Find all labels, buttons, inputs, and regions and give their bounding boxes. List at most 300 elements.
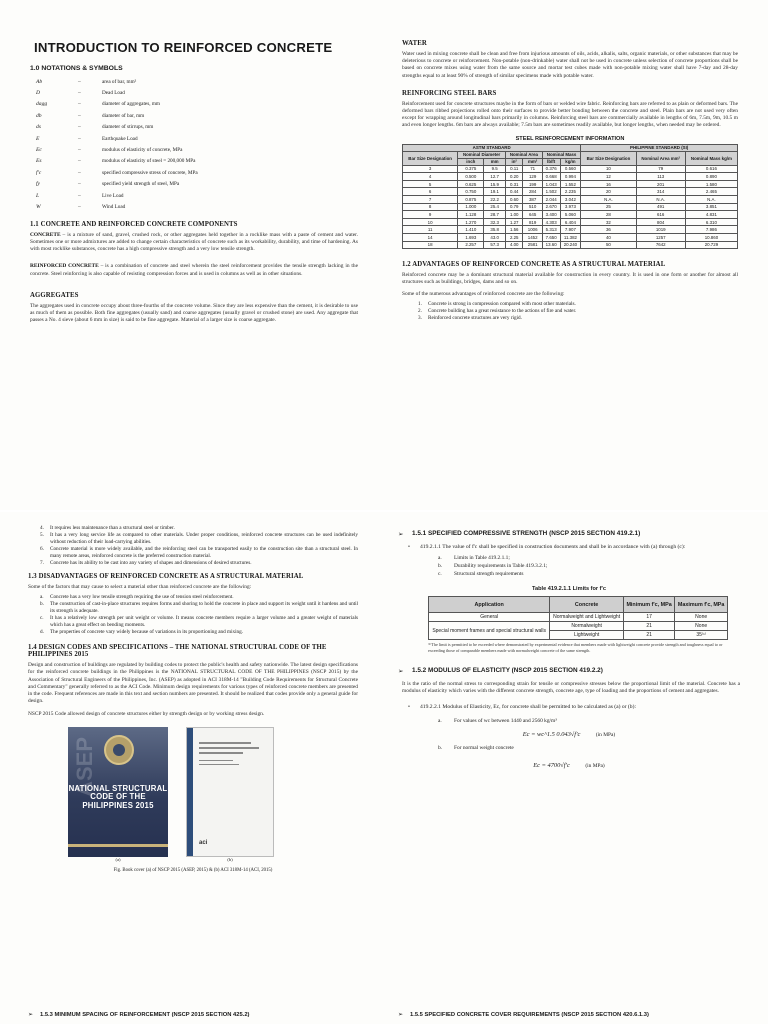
list-marker: 4.: [40, 525, 44, 531]
table-row: [403, 173, 738, 181]
water-heading: WATER: [402, 40, 427, 47]
notation-symbol: dagg: [36, 101, 48, 108]
advantages-text-1: Reinforced concrete may be a dominant structural material available for construction in every country. It is used in one form or another for almost all structures such as buildings, bridges, dams and so on.: [402, 272, 738, 286]
limits-header: Concrete: [550, 597, 624, 613]
table-cell: 6: [403, 188, 458, 196]
table-cell: 18: [403, 241, 458, 249]
notation-dash: –: [78, 203, 81, 210]
table-cell: 40: [581, 233, 636, 241]
table-cell: 199: [523, 180, 542, 188]
section-1-5-1-title: 1.5.1 SPECIFIED COMPRESSIVE STRENGTH (NSCP 2015 SECTION 419.2.1): [412, 530, 641, 537]
table-row: [403, 211, 738, 219]
table-row: [403, 233, 738, 241]
sub-item: [438, 570, 740, 578]
table-cell: 25.4: [484, 203, 506, 211]
figure-caption: Fig. Book cover (a) of NSCP 2015 (ASEP, 2015) & (b) ACI 318M-14 (ACI, 2015): [113, 867, 273, 873]
limits-header: Minimum f'c, MPa: [623, 597, 674, 613]
steel-heading: REINFORCING STEEL BARS: [402, 89, 497, 97]
table-cell: 0.60: [505, 196, 522, 204]
limits-table: [428, 596, 728, 640]
table-cell: 11.382: [560, 233, 581, 241]
list-item-text: Concrete has a very low tensile strength requiring the use of tension steel reinforcement.: [50, 594, 234, 601]
table-cell: 0.375: [458, 165, 484, 173]
aci-subtitle-line: [199, 760, 233, 761]
table-cell: 3.851: [685, 203, 737, 211]
table-cell: 50: [581, 241, 636, 249]
notation-definition: Wind Load: [102, 203, 126, 210]
table-row: [403, 226, 738, 234]
table-cell: 20.240: [560, 241, 581, 249]
notation-dash: –: [78, 101, 81, 108]
table-cell: 2.670: [542, 203, 560, 211]
list-marker: c.: [40, 615, 44, 622]
sub-item-marker: a.: [438, 718, 442, 725]
arrow-bullet-icon: ➢: [398, 668, 404, 676]
aci-title-line: [199, 752, 243, 754]
table-cell: 35.8: [484, 226, 506, 234]
table-cell: Lightweight: [550, 631, 624, 640]
table-cell: 1.552: [560, 180, 581, 188]
table-cell: 1.000: [458, 203, 484, 211]
unit-header: lb/ft: [542, 158, 560, 165]
table-cell: 0.31: [505, 180, 522, 188]
table-cell: 1257: [636, 233, 685, 241]
section-1-5-2-title: 1.5.2 MODULUS OF ELASTICITY (NSCP 2015 SECTION 419.2.2): [412, 667, 603, 675]
table-cell: 3.042: [560, 196, 581, 204]
table-cell: 3.400: [542, 211, 560, 219]
fig-a-label: (a): [115, 856, 121, 862]
table-cell: 4.00: [505, 241, 522, 249]
sub-item-b-text: For normal weight concrete: [454, 745, 514, 752]
sub-item-text: Structural strength requirements: [454, 571, 524, 578]
table-cell: 1.128: [458, 211, 484, 219]
aci-logo: aci: [199, 839, 208, 846]
table-cell: 314: [636, 188, 685, 196]
table-cell: 7.907: [560, 226, 581, 234]
table-cell: 2.257: [458, 241, 484, 249]
table-row: [403, 218, 738, 226]
fig-b-label: (b): [227, 856, 233, 862]
unit-header: mm²: [523, 158, 542, 165]
asep-seal-icon: [104, 735, 134, 765]
sub-item-text: Durability requirements in Table 419.3.2.1;: [454, 563, 548, 570]
table-cell: 491: [636, 203, 685, 211]
sub-item-marker: a.: [438, 555, 442, 562]
figure-labels: [68, 857, 358, 862]
table-cell: 0.625: [458, 180, 484, 188]
table-cell: 3: [403, 165, 458, 173]
notation-symbol: D: [36, 90, 41, 97]
notation-symbol: L: [36, 192, 40, 199]
bullet-dot-icon: •: [408, 544, 410, 550]
table-cell: 79: [636, 165, 685, 173]
modulus-text: It is the ratio of the normal stress to corresponding strain for tensile or compressive stresses below the proportional limit of the material. Concrete has a modulus of elasticity which varies with the different concrete strength, concrete age, type of loading and the proportions of cement and aggregates.: [402, 681, 740, 695]
notation-row: [30, 179, 358, 190]
notation-row: [30, 201, 358, 212]
table-row: [429, 622, 728, 631]
notation-definition: modulus of elasticity of concrete, MPa: [102, 147, 183, 154]
table-cell: 1019: [636, 226, 685, 234]
disadvantages-list: [34, 594, 358, 636]
table-cell: 0.616: [685, 165, 737, 173]
limits-header: Maximum f'c, MPa: [675, 597, 728, 613]
limits-header: Application: [429, 597, 550, 613]
col-ph-area: Nominal Area mm²: [636, 151, 685, 165]
table-cell: 22.2: [484, 196, 506, 204]
list-marker: 5.: [40, 532, 44, 538]
formula-a: [398, 731, 740, 738]
table-cell: 1006: [523, 226, 542, 234]
steel-table-title: STEEL REINFORCEMENT INFORMATION: [515, 135, 625, 142]
list-marker: d.: [40, 629, 44, 636]
aggregates-heading: AGGREGATES: [30, 291, 79, 299]
formula-b-expression: Ec = 4700√f'c: [533, 762, 570, 770]
codes-heading: 1.4 DESIGN CODES AND SPECIFICATIONS – THE NATIONAL STRUCTURAL CODE OF THE PHILIPPINES 2015: [28, 644, 327, 659]
unit-header: mm: [484, 158, 506, 165]
notation-row: [30, 156, 358, 167]
table-cell: 15.9: [484, 180, 506, 188]
notation-definition: Live Load: [102, 192, 124, 199]
list-item: [412, 301, 738, 308]
list-marker: a.: [40, 594, 44, 601]
notation-row: [30, 190, 358, 201]
table-cell: 7: [403, 196, 458, 204]
notation-symbol: fy: [36, 181, 41, 188]
table-row: [403, 203, 738, 211]
list-item: [412, 315, 738, 322]
sub-item-a: [438, 717, 740, 725]
table-cell: 10: [581, 165, 636, 173]
list-item: [34, 615, 358, 629]
col-ph-mass: Nominal Mass kg/m: [685, 151, 737, 165]
steel-reinforcement-table: [402, 144, 738, 250]
concrete-term: CONCRETE: [30, 231, 61, 238]
col-ph-bar-size: Bar Size Designation: [581, 151, 636, 165]
codes-text-2: NSCP 2015 Code allowed design of concrete structures either by strength design or by working stress design.: [28, 711, 265, 718]
notation-row: [30, 99, 358, 110]
table-cell: 25: [581, 203, 636, 211]
table-cell: 17: [623, 613, 674, 622]
notation-dash: –: [78, 124, 81, 131]
nscp-book-cover-image: [68, 727, 168, 857]
table-cell: 1.043: [542, 180, 560, 188]
notation-list: [30, 76, 358, 213]
cover-stripe: [68, 844, 168, 847]
table-cell: 12: [581, 173, 636, 181]
list-item-text: It requires less maintenance than a structural steel or timber.: [50, 525, 175, 531]
book-cover-figures: [68, 727, 358, 857]
table-cell: 129: [523, 173, 542, 181]
clause-419-2-2-1-text: 419.2.2.1 Modulus of Elasticity, Ec, for concrete shall be permitted to be calculated as (a) or (b):: [420, 703, 637, 710]
aci-title-line: [199, 747, 259, 749]
sub-item-text: Limits in Table 419.2.1.1;: [454, 555, 510, 562]
table-cell: 0.668: [542, 173, 560, 181]
table-cell: 645: [523, 211, 542, 219]
clause-419-2-1-1: [408, 544, 740, 551]
table-cell: 20.729: [685, 241, 737, 249]
table-cell: 20: [581, 188, 636, 196]
formula-b-unit: (in MPa): [585, 763, 605, 770]
table-cell: 35⁽¹⁾: [675, 631, 728, 640]
table-cell: 12.7: [484, 173, 506, 181]
table-cell: 21: [623, 622, 674, 631]
list-item: [412, 308, 738, 315]
list-marker: 7.: [40, 560, 44, 566]
table-cell: None: [675, 622, 728, 631]
sub-item: [438, 554, 740, 562]
table-cell: 1.56: [505, 226, 522, 234]
table-row: [403, 188, 738, 196]
list-marker: 2.: [418, 307, 422, 314]
notation-dash: –: [78, 181, 81, 188]
sub-item-marker: b.: [438, 745, 443, 752]
table-cell: 0.44: [505, 188, 522, 196]
table-cell: 32: [581, 218, 636, 226]
table-cell: 0.20: [505, 173, 522, 181]
notations-heading: 1.0 NOTATIONS & SYMBOLS: [30, 65, 123, 72]
table-cell: 4.303: [542, 218, 560, 226]
notation-row: [30, 110, 358, 121]
notation-definition: modulus of elasticity of steel = 200,000 MPa: [102, 158, 196, 165]
table-cell: Special moment frames and special structural walls: [429, 622, 550, 640]
notation-symbol: E: [36, 135, 40, 142]
table-cell: Normalweight: [550, 622, 624, 631]
table-cell: 1.502: [542, 188, 560, 196]
concrete-text: – is a mixture of sand, gravel, crushed rock, or other aggregates held together in a rocklike mass with a paste of cement and water. Sometimes one or more admixtures are added to change certain characteristics of concrete such as its workability, durability, and time of hardening. As with most rocklike substances, concrete has a high compressive strength and a very low tensile strength.: [30, 231, 358, 253]
sub-item-b: [438, 744, 740, 752]
section-1-5-5-heading: [398, 1012, 649, 1018]
list-item: [34, 546, 358, 560]
table-cell: 2.235: [560, 188, 581, 196]
col-bar-size: Bar Size Designation: [403, 151, 458, 165]
rc-text: – is a combination of concrete and steel wherein the steel reinforcement provides the tensile strength lacking in the concrete. Steel reinforcing is also capable of resisting compression forces and is used in columns as well as in other situations.: [30, 263, 358, 277]
table-cell: 71: [523, 165, 542, 173]
table-cell: Normalweight and Lightweight: [550, 613, 624, 622]
rc-term: REINFORCED CONCRETE: [30, 263, 99, 270]
table-cell: N.A.: [636, 196, 685, 204]
sub-item-marker: c.: [438, 571, 442, 578]
col-nominal-area: Nominal Area: [505, 151, 542, 158]
notation-dash: –: [78, 78, 81, 85]
table-cell: 1.27: [505, 218, 522, 226]
list-marker: 1.: [418, 300, 422, 307]
table-cell: 0.11: [505, 165, 522, 173]
table-cell: 3.973: [560, 203, 581, 211]
notation-definition: specified yield strength of steel, MPa: [102, 181, 180, 188]
table-cell: 616: [636, 211, 685, 219]
list-item-text: Concrete has its ability to be cast into any variety of shapes and dimensions of desired structures.: [50, 560, 252, 566]
table-cell: 113: [636, 173, 685, 181]
notation-dash: –: [78, 147, 81, 154]
table-cell: 10: [403, 218, 458, 226]
table-cell: 9: [403, 211, 458, 219]
list-item: [34, 532, 358, 546]
table-cell: 21: [623, 631, 674, 640]
list-item-text: Concrete is strong in compression compared with most other materials.: [428, 300, 576, 307]
table-cell: 8: [403, 203, 458, 211]
clause-419-2-2-1: [408, 704, 740, 711]
table-cell: 7642: [636, 241, 685, 249]
section-1-5-1-heading: [398, 530, 740, 538]
table-cell: General: [429, 613, 550, 622]
formula-a-expression: Ec = wc^1.5 0.043√f'c: [522, 731, 581, 739]
table-cell: 2.465: [685, 188, 737, 196]
section-1-5-3-title: 1.5.3 MINIMUM SPACING OF REINFORCEMENT (NSCP 2015 SECTION 425.2): [40, 1012, 250, 1018]
bullet-dot-icon: •: [408, 703, 410, 710]
arrow-bullet-icon: ➢: [398, 531, 404, 538]
notation-definition: area of bar, mm²: [102, 78, 137, 85]
table-cell: 1.410: [458, 226, 484, 234]
table-cell: 11: [403, 226, 458, 234]
table-cell: 510: [523, 203, 542, 211]
table-cell: 387: [523, 196, 542, 204]
notation-dash: –: [78, 158, 81, 165]
table-row: [403, 196, 738, 204]
table-cell: N.A.: [581, 196, 636, 204]
section-1-5-2-heading: [398, 667, 740, 675]
notation-definition: Earthquake Load: [102, 135, 138, 142]
table-cell: 201: [636, 180, 685, 188]
aci-spine: [187, 728, 193, 856]
advantages-text-2: Some of the numerous advantages of reinforced concrete are the following:: [402, 290, 565, 297]
list-item-text: Concrete material is more widely available, and the reinforcing steel can be transported easily to the construction site than a structural steel. In many remote areas, reinforced concrete is the preferred construction material.: [50, 546, 358, 559]
table-cell: 28.7: [484, 211, 506, 219]
notation-row: [30, 76, 358, 87]
table-cell: 6.404: [560, 218, 581, 226]
page-3: [0, 512, 384, 1024]
table-cell: 1452: [523, 233, 542, 241]
table-cell: 16: [581, 180, 636, 188]
table-row: [403, 165, 738, 173]
list-item-text: Concrete building has a great resistance to the actions of fire and water.: [428, 307, 577, 314]
components-heading: 1.1 CONCRETE AND REINFORCED CONCRETE COMPONENTS: [30, 220, 238, 228]
clause-419-2-1-1-text: 419.2.1.1 The value of f'c shall be specified in construction documents and shall be in accordance with (a) through (c):: [420, 544, 686, 550]
sub-item: [438, 562, 740, 570]
list-item-text: The properties of concrete vary widely because of variations in its proportioning and mixing.: [50, 629, 244, 636]
list-item: [34, 601, 358, 615]
notation-dash: –: [78, 169, 81, 176]
table-cell: 7.650: [542, 233, 560, 241]
limits-table-title: Table 419.2.1.1 Limits for f'c: [532, 586, 606, 593]
page-1: [0, 0, 384, 510]
table-cell: 19.1: [484, 188, 506, 196]
disadvantages-intro: Some of the factors that may cause to select a material other than reinforced concrete are the following:: [28, 584, 252, 590]
notation-row: [30, 122, 358, 133]
table-cell: 0.79: [505, 203, 522, 211]
table-cell: N.A.: [685, 196, 737, 204]
unit-header: kg/m: [560, 158, 581, 165]
advantages-list-continued: [34, 525, 358, 567]
notation-dash: –: [78, 192, 81, 199]
table-cell: 0.994: [560, 173, 581, 181]
aci-subtitle-line: [199, 764, 239, 765]
clause-sub-list: [398, 554, 740, 578]
aggregates-text: The aggregates used in concrete occupy about three-fourths of the concrete volume. Since they are less expensive than the cement, it is desirable to use as much of them as possible. Both fine aggregates (usually sand) and coarse aggregates (usually gravel or crushed stone) are used. Any aggregate that passes a No. 4 sieve (about 6 mm in size) is said to be fine aggregate. Material of a larger size is coarse aggregate.: [30, 302, 358, 324]
table-cell: 5: [403, 180, 458, 188]
table-cell: 36: [581, 226, 636, 234]
unit-header: in²: [505, 158, 522, 165]
page-4: [384, 512, 768, 1024]
table-cell: 5.060: [560, 211, 581, 219]
astm-group-header: ASTM STANDARD: [403, 144, 581, 151]
notation-symbol: Es: [36, 158, 42, 165]
notation-row: [30, 144, 358, 155]
table-cell: 2.044: [542, 196, 560, 204]
notation-symbol: Ec: [36, 147, 42, 154]
table-cell: 1.580: [685, 180, 737, 188]
formula-b: [398, 762, 740, 769]
list-marker: 6.: [40, 546, 44, 552]
notation-row: [30, 167, 358, 178]
list-item-text: Reinforced concrete structures are very rigid.: [428, 314, 522, 321]
table-cell: 57.3: [484, 241, 506, 249]
table-row: [403, 241, 738, 249]
table-cell: 14: [403, 233, 458, 241]
notation-symbol: W: [36, 203, 41, 210]
page-2: [384, 0, 768, 510]
list-item: [34, 629, 358, 636]
list-item-text: It has a relatively low strength per unit weight or volume. It means concrete members require a larger volume and a greater weight of materials which has a great effect on bending moments.: [50, 615, 358, 629]
formula-a-unit: (in MPa): [595, 732, 616, 739]
cover-title: NATIONAL STRUCTURAL CODE OF THE PHILIPPINES 2015: [68, 783, 168, 810]
table-cell: 28: [581, 211, 636, 219]
table-cell: None: [675, 613, 728, 622]
notation-definition: diameter of bar, mm: [102, 112, 145, 119]
table-cell: 9.5: [484, 165, 506, 173]
table-cell: 284: [523, 188, 542, 196]
table-cell: 32.3: [484, 218, 506, 226]
notation-row: [30, 133, 358, 144]
table-cell: 804: [636, 218, 685, 226]
table-cell: 6.310: [685, 218, 737, 226]
notation-dash: –: [78, 135, 81, 142]
aci-book-cover-image: [186, 727, 274, 857]
table-cell: 4.831: [685, 211, 737, 219]
disadvantages-heading: 1.3 DISADVANTAGES OF REINFORCED CONCRETE AS A STRUCTURAL MATERIAL: [28, 573, 304, 580]
table-row: [403, 180, 738, 188]
advantages-heading: 1.2 ADVANTAGES OF REINFORCED CONCRETE AS A STRUCTURAL MATERIAL: [402, 261, 666, 269]
list-item: [34, 525, 358, 532]
table-row: [429, 613, 728, 622]
table-cell: 819: [523, 218, 542, 226]
notation-symbol: ds: [36, 124, 41, 131]
notation-definition: diameter of stirrups, mm: [102, 124, 154, 131]
list-marker: 3.: [418, 314, 422, 321]
advantages-list: [412, 301, 738, 322]
table-cell: 4: [403, 173, 458, 181]
arrow-bullet-icon: ➢: [398, 1012, 403, 1018]
notation-symbol: Ab: [36, 78, 43, 85]
limits-table-note: ⁽¹⁾The limit is permitted to be exceeded where demonstrated by experimental evidence that members made with lightweight concrete provide strength and toughness equal to or exceeding those of comparable members made with normalweight concrete of the same strength.: [428, 642, 723, 653]
unit-header: inch: [458, 158, 484, 165]
asep-side-text: ASEP: [72, 736, 97, 797]
notation-dash: –: [78, 112, 81, 119]
water-text: Water used in mixing concrete shall be clean and free from injurious amounts of oils, acids, alkalis, salts, organic materials, or other substances that may be deleterious to concrete or reinforcement. Non-potable (non-drinkable) water shall not be used in concrete unless selection of concrete proportions shall be based on concrete mixes using water from the same source and mortar test cubes made with non-potable mixing water shall have 7-day and 28-day strengths equal to at least 90% of strength of similar specimens made with potable water.: [402, 51, 738, 79]
table-cell: 13.60: [542, 241, 560, 249]
table-cell: 0.750: [458, 188, 484, 196]
rc-definition: [30, 263, 358, 277]
concrete-definition: [30, 232, 358, 254]
notation-dash: –: [78, 90, 81, 97]
ph-group-header: PHILIPPINE STANDARD (SI): [581, 144, 738, 151]
table-cell: 7.986: [685, 226, 737, 234]
notation-symbol: db: [36, 112, 42, 119]
table-cell: 2581: [523, 241, 542, 249]
notation-definition: Dead Load: [102, 90, 125, 97]
page-title: INTRODUCTION TO REINFORCED CONCRETE: [34, 40, 333, 55]
table-cell: 0.890: [685, 173, 737, 181]
section-1-5-3-heading: [28, 1012, 249, 1018]
